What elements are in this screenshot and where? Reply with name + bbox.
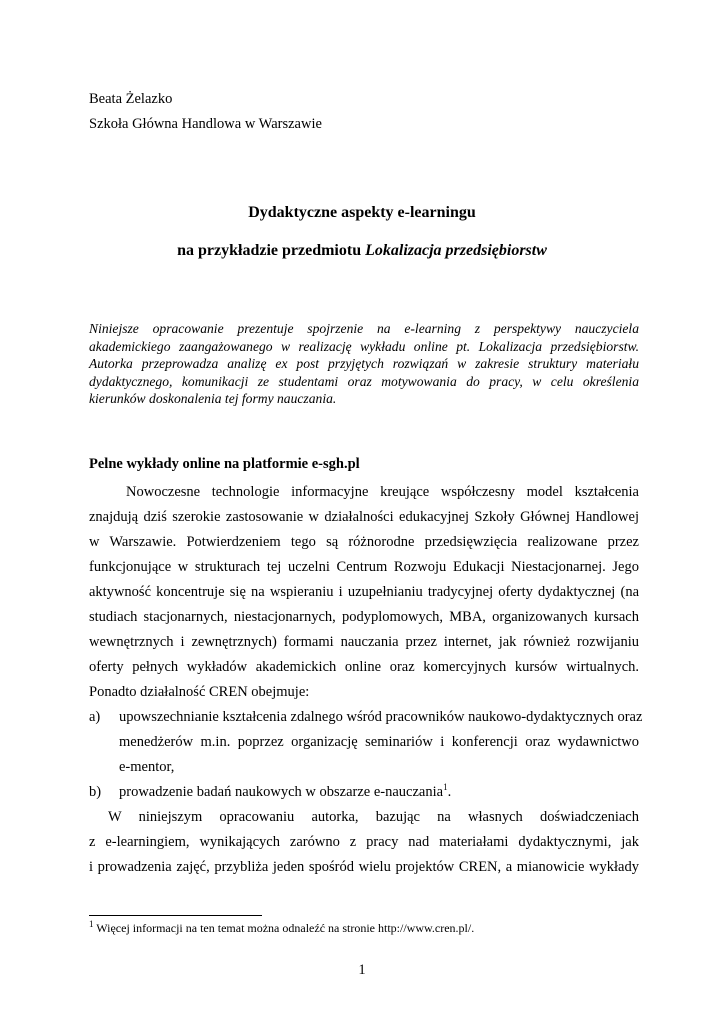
footnote [89, 921, 474, 936]
paragraph-line: aktywność koncentruje się na wspieraniu i uzupełnianiu tradycyjnej oferty dydaktycznej (na [89, 584, 639, 600]
list-item-b [89, 780, 639, 805]
title-prefix: na przykładzie przedmiotu [177, 242, 366, 259]
author-affiliation: Szkoła Główna Handlowa w Warszawie [89, 116, 322, 132]
footnote-marker: 1 [89, 919, 94, 929]
paragraph-line: Ponadto działalność CREN obejmuje: [89, 684, 310, 700]
author-name: Beata Żelazko [89, 91, 173, 107]
paragraph-line: w Warszawie. Potwierdzeniem tego są różnorodne przedsięwzięcia realizowane przez [89, 534, 639, 550]
list-text: prowadzenie badań naukowych w obszarze e-nauczania [119, 784, 444, 800]
list-item-a [89, 705, 643, 780]
paper-title-line2 [0, 242, 724, 260]
footnote-reference[interactable]: 1 [443, 782, 448, 793]
abstract [89, 320, 639, 408]
abstract-line: Niniejsze opracowanie prezentuje spojrzenie na e-learning z perspektywy nauczyciela [89, 321, 639, 336]
paragraph-line: oferty pełnych wykładów akademickich online oraz komercyjnych kursów wirtualnych. [89, 659, 639, 675]
section-body [89, 480, 643, 880]
title-italic-subject: Lokalizacja przedsiębiorstw [365, 242, 547, 259]
list-line [119, 780, 639, 805]
author-block [89, 87, 322, 137]
paper-title-line1: Dydaktyczne aspekty e-learningu [248, 204, 476, 221]
abstract-line: dydaktycznego, komunikacji ze studentami oraz motywowania do pracy, w celu określenia [89, 373, 639, 389]
list-line: menedżerów m.in. poprzez organizację seminariów i konferencji oraz wydawnictwo [119, 734, 639, 750]
abstract-line: Autorka przeprowadza analizę ex post przyjętych rozwiązań w zakresie struktury materiału [89, 356, 639, 371]
page-number: 1 [358, 962, 366, 978]
list-marker: b) [89, 784, 102, 800]
list-marker: a) [89, 709, 101, 725]
abstract-line: kierunków doskonalenia tej formy nauczania. [89, 391, 337, 406]
paragraph-line: z e-learningiem, wynikających zarówno z pracy nad materiałami dydaktycznymi, jak [89, 834, 639, 850]
footnote-divider [89, 915, 262, 916]
paragraph-line: funkcjonujące w strukturach tej uczelni Centrum Rozwoju Edukacji Niestacjonarnej. Jego [89, 559, 639, 575]
footnote-text: Więcej informacji na ten temat można odnaleźć na stronie http://www.cren.pl/. [93, 921, 475, 935]
section-heading: Pelne wykłady online na platformie e-sgh.pl [89, 456, 360, 472]
abstract-line: akademickiego zaangażowanego w realizację wykładu online pt. Lokalizacja przedsiębiorstw. [89, 338, 639, 354]
list-end-punct: . [447, 784, 452, 800]
paragraph-line: Nowoczesne technologie informacyjne kreujące współczesny model kształcenia [126, 484, 639, 500]
paragraph-line: i prowadzenia zajęć, przybliża jeden spośród wielu projektów CREN, a mianowicie wykłady [89, 859, 639, 875]
list-line: upowszechnianie kształcenia zdalnego wśród pracowników naukowo-dydaktycznych oraz [119, 709, 643, 725]
paragraph-line: W niniejszym opracowaniu autorka, bazując na własnych doświadczeniach [108, 809, 639, 825]
list-line: e-mentor, [119, 759, 175, 775]
paragraph-line: studiach stacjonarnych, niestacjonarnych, podyplomowych, MBA, organizowanych kursach [89, 609, 639, 625]
paragraph-line: wewnętrznych i zewnętrznych) formami nauczania przez internet, jak również rozwijaniu [89, 634, 639, 650]
paragraph-line: znajdują dziś szerokie zastosowanie w działalności edukacyjnej Szkoły Głównej Handlowej [89, 509, 639, 525]
